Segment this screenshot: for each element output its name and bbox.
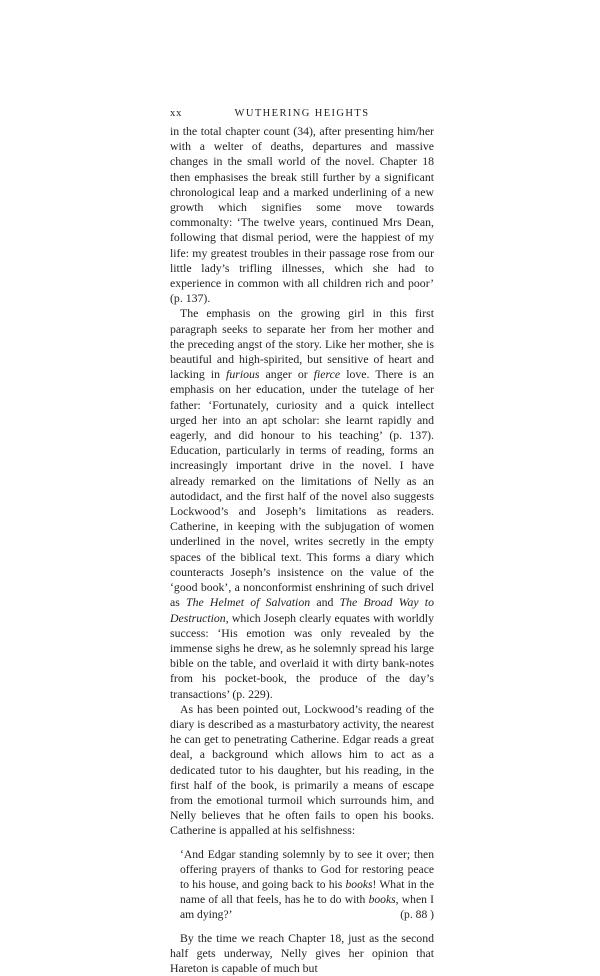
quote-emphasis-books-2: books xyxy=(368,893,396,907)
quote-text-b: ! What in the name of all that feels, has he to do with xyxy=(180,877,434,907)
quote-page-reference: (p. 88 ) xyxy=(400,908,434,922)
paragraph-2-text-a: The emphasis on the growing girl in this first paragraph seeks to separate her from her mother and the preceding angst of the story. Like her mother, she is beautiful and high-spirited, but sensitive of heart and lacking in xyxy=(170,306,434,382)
page-number: xx xyxy=(170,108,183,119)
paragraph-2-text-b: anger or xyxy=(259,367,314,382)
block-quote xyxy=(180,847,434,923)
quote-emphasis-books-1: books xyxy=(345,877,373,891)
paragraph-2-text-c: love. There is an emphasis on her education, under the tutelage of her father: ‘Fortunately, curiosity and a quick intellect urged her into an apt scholar: she learnt rapidly and eagerly, and did honour to his teaching’ (p. 137). Education, particularly in terms of reading, forms an increasingly important drive in the novel. I have already remarked on the limitations of Nelly as an autodidact, and the first half of the novel also suggests Lockwood’s and Joseph’s limitations as readers. Catherine, in keeping with the subjugation of women underlined in the novel, writes secretly in the empty spaces of the biblical text. This forms a diary which counteracts Joseph’s insistence on the value of the ‘good book’, a nonconformist enshrining of such drivel as xyxy=(170,367,434,610)
quote-text-c: , when I am dying?’ xyxy=(180,893,434,922)
paragraph-2-text-e: , which Joseph clearly equates with worldly success: ‘His emotion was only revealed by the immense sighs he drew, as he solemnly spread his large bible on the table, and overlaid it with dirty bank-notes from his pocket-book, the produce of the day’s transactions’ (p. 229). xyxy=(170,610,434,701)
paragraph-2-text-d: and xyxy=(310,595,340,610)
book-title-helmet: The Helmet of Salvation xyxy=(186,595,311,610)
running-title: WUTHERING HEIGHTS xyxy=(234,108,370,119)
body-text xyxy=(170,124,434,976)
paragraph-1: in the total chapter count (34), after presenting him/her with a welter of deaths, departures and massive changes in the small world of the novel. Chapter 18 then emphasises the break still further by a significant chronological leap and a marked underlining of a new growth which signifies some move towards commonalty: ‘The twelve years, continued Mrs Dean, following that dismal period, were the happiest of my life: my greatest troubles in their passage rose from our little lady’s trifling illnesses, which she had to experience in common with all children rich and poor’ (p. 137). xyxy=(170,124,434,306)
paragraph-4: By the time we reach Chapter 18, just as the second half gets underway, Nelly gives her opinion that Hareton is capable of much but xyxy=(170,930,434,975)
running-head xyxy=(170,108,434,122)
paragraph-2 xyxy=(170,306,434,701)
quote-text-a: ‘And Edgar standing solemnly by to see it over; then offering prayers of thanks to God for restoring peace to his house, and going back to his xyxy=(180,847,434,891)
book-title-broad-way: The Broad Way to Destruction xyxy=(170,595,434,625)
paragraph-3: As has been pointed out, Lockwood’s reading of the diary is described as a masturbatory activity, the nearest he can get to penetrating Catherine. Edgar reads a great deal, a background which allows him to act as a dedicated tutor to his daughter, but his reading, in the first half of the book, is primarily a means of escape from the emotional turmoil which surrounds him, and Nelly believes that he often fails to open his books. Catherine is appalled at his selfishness: xyxy=(170,701,434,838)
emphasis-furious: furious xyxy=(226,367,260,382)
emphasis-fierce: fierce xyxy=(313,367,341,382)
